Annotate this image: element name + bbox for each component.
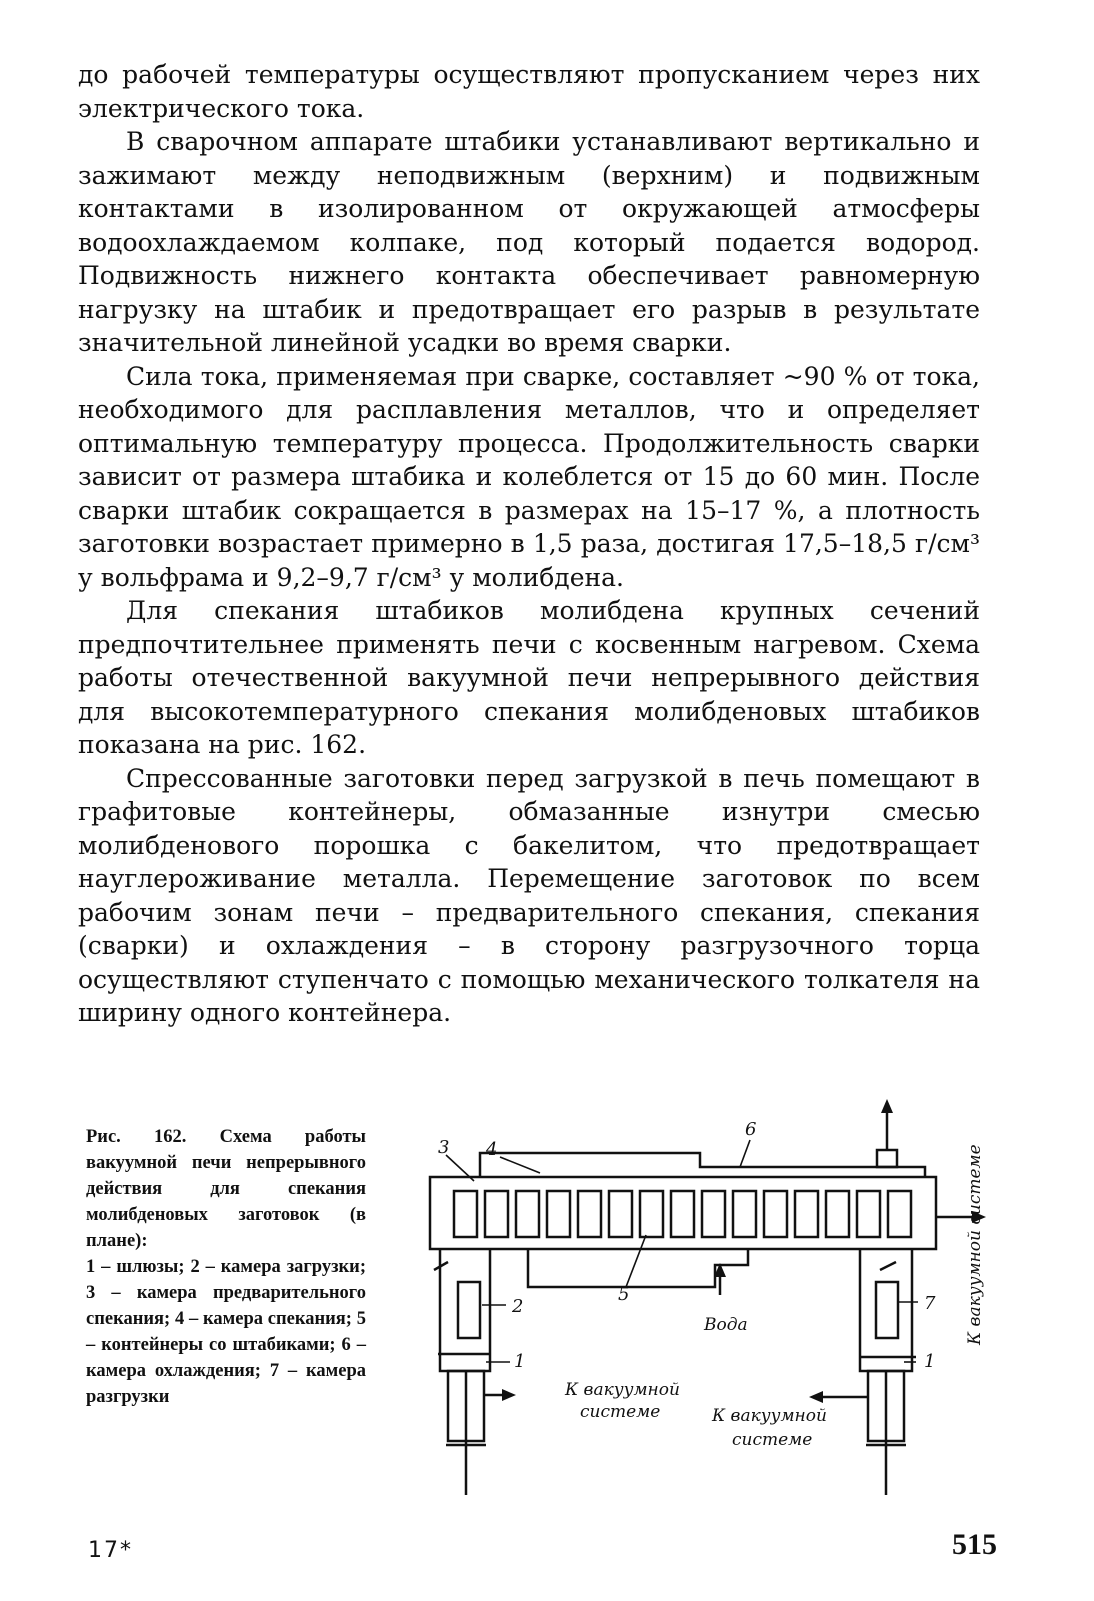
- label-vacuum-mid-line2: системе: [732, 1430, 813, 1450]
- container: [516, 1191, 539, 1237]
- label-5: 5: [618, 1284, 630, 1305]
- container: [578, 1191, 601, 1237]
- label-4: 4: [486, 1139, 498, 1160]
- container: [888, 1191, 911, 1237]
- figure-caption: [86, 1124, 366, 1410]
- container: [702, 1191, 725, 1237]
- left-vacuum-arrow-icon: [502, 1389, 516, 1401]
- label-1-right: 1: [924, 1351, 936, 1372]
- leader-6: [740, 1140, 750, 1167]
- container: [609, 1191, 632, 1237]
- label-vacuum-left-line1: К вакуумной: [565, 1380, 680, 1400]
- label-vacuum-right: К вакуумной системе: [965, 1144, 985, 1345]
- container: [454, 1191, 477, 1237]
- container: [857, 1191, 880, 1237]
- page-number: 515: [952, 1528, 997, 1561]
- container: [733, 1191, 756, 1237]
- label-2: 2: [512, 1296, 524, 1317]
- unloading-lock-mark-top: [880, 1262, 896, 1270]
- leader-5: [626, 1235, 646, 1287]
- label-1-left: 1: [514, 1351, 526, 1372]
- container: [485, 1191, 508, 1237]
- furnace-top-outline: [480, 1153, 925, 1177]
- container: [795, 1191, 818, 1237]
- furnace-diagram: [420, 1095, 1000, 1515]
- paragraph-continuation: до рабочей температуры осуществляют пропусканием через них электрического тока.: [78, 60, 980, 123]
- label-3: 3: [438, 1137, 450, 1158]
- unloading-chamber: [876, 1282, 898, 1338]
- loading-leg: [440, 1249, 490, 1371]
- label-vacuum-mid-line1: К вакуумной: [712, 1406, 827, 1426]
- paragraph-containers: Спрессованные заготовки перед загрузкой в печь помещают в графитовые контейнеры, обмазанные изнутри смесью молибденового порошка с бакелитом, что предотвращает науглероживание металла. Перемещение заготовок по всем рабочим зонам печи – предварительного спекания, спекания (сварки) и охлаждения – в сторону разгрузочного торца осуществляют ступенчато с помощью механического толкателя на ширину одного контейнера.: [78, 763, 980, 1027]
- figure-caption-legend: 1 – шлюзы; 2 – камера загрузки; 3 – камера предварительного спекания; 4 – камера спекания; 5 – контейнеры со штабиками; 6 – камера охлаждения; 7 – камера разгрузки: [86, 1257, 366, 1407]
- paragraph-current-strength: Сила тока, применяемая при сварке, составляет ~90 % от тока, необходимого для расплавления металлов, что и определяет оптимальную температуру процесса. Продолжительность сварки зависит от размера штабика и колеблется от 15 до 60 мин. После сварки штабик сокращается в размерах на 15–17 %, а плотность заготовки возрастает примерно в 1,5 раза, достигая 17,5–18,5 г/см³ у вольфрама и 9,2–9,7 г/см³ у молибдена.: [78, 361, 980, 592]
- figure-caption-title: Рис. 162. Схема работы вакуумной печи непрерывного действия для спекания молибденовых заготовок (в плане):: [86, 1127, 366, 1251]
- paragraph-indirect-heating: Для спекания штабиков молибдена крупных сечений предпочтительнее применять печи с косвенным нагревом. Схема работы отечественной вакуумной печи непрерывного действия для высокотемпературного спекания молибденовых штабиков показана на рис. 162.: [78, 596, 980, 759]
- label-vacuum-left-line2: системе: [580, 1402, 661, 1422]
- right-vacuum-arrow-icon: [809, 1391, 823, 1403]
- container: [547, 1191, 570, 1237]
- body-text: [78, 58, 980, 1030]
- container: [764, 1191, 787, 1237]
- label-7: 7: [924, 1293, 936, 1314]
- containers-row: [454, 1191, 911, 1237]
- loading-chamber: [458, 1282, 480, 1338]
- container: [640, 1191, 663, 1237]
- furnace-diagram-svg: [420, 1095, 1000, 1515]
- label-water: Вода: [704, 1315, 748, 1335]
- outlet-arrow-icon: [881, 1099, 893, 1113]
- paragraph-welding-apparatus: В сварочном аппарате штабики устанавливают вертикально и зажимают между неподвижным (верхним) и подвижным контактами в изолированном от окружающей атмосферы водоохлаждаемом колпаке, под который подается водород. Подвижность нижнего контакта обеспечивает равномерную нагрузку на штабик и предотвращает его разрыв в результате значительной линейной усадки во время сварки.: [78, 127, 980, 357]
- signature-mark: 17*: [88, 1538, 133, 1563]
- leader-4: [500, 1157, 540, 1173]
- container: [826, 1191, 849, 1237]
- label-6: 6: [745, 1119, 757, 1140]
- container: [671, 1191, 694, 1237]
- cooling-outlet: [877, 1150, 897, 1167]
